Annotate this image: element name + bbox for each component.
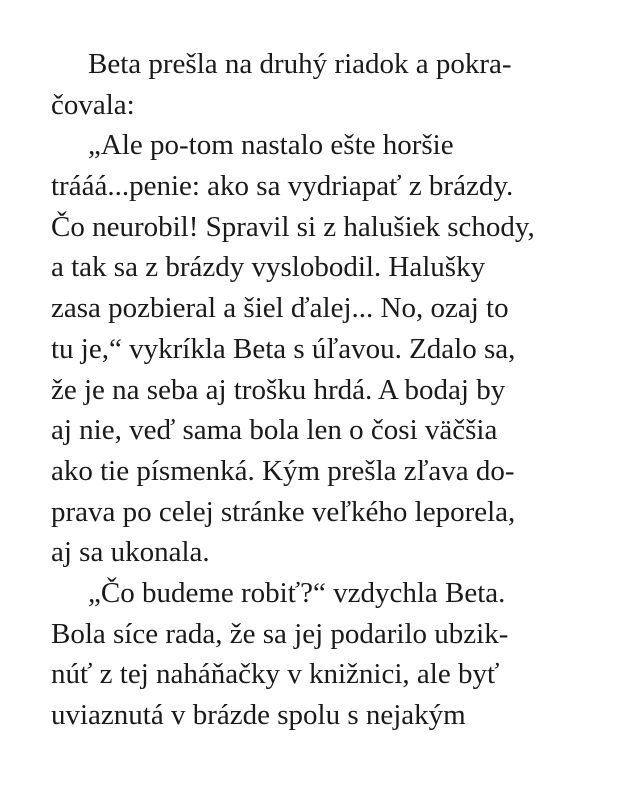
text-line: „Ale po-tom nastalo ešte horšie bbox=[88, 129, 454, 162]
text-line: zasa pozbieral a šiel ďalej... No, ozaj to bbox=[51, 292, 509, 325]
text-line: čovala: bbox=[51, 88, 135, 121]
text-line: že je na seba aj trošku hrdá. A bodaj by bbox=[51, 373, 506, 406]
text-line: ako tie písmenká. Kým prešla zľava do- bbox=[51, 454, 515, 487]
text-line: aj sa ukonala. bbox=[51, 536, 210, 569]
text-line: trááá...penie: ako sa vydriapať z brázdy. bbox=[51, 170, 514, 203]
text-line: núť z tej naháňačky v knižnici, ale byť bbox=[51, 658, 500, 691]
text-line: uviaznutá v brázde spolu s nejakým bbox=[51, 699, 466, 731]
book-page bbox=[51, 44, 571, 736]
paragraph bbox=[51, 573, 571, 736]
text-line: a tak sa z brázdy vyslobodil. Halušky bbox=[51, 251, 486, 284]
text-line: „Čo budeme robiť?“ vzdychla Beta. bbox=[88, 576, 506, 609]
text-line: Bola síce rada, že sa jej podarilo ubzik- bbox=[51, 617, 509, 650]
paragraph bbox=[51, 125, 571, 573]
text-line: tu je,“ vykríkla Beta s úľavou. Zdalo sa, bbox=[51, 332, 516, 365]
text-line: aj nie, veď sama bola len o čosi väčšia bbox=[51, 414, 498, 447]
text-line: Beta prešla na druhý riadok a pokra- bbox=[88, 48, 512, 80]
text-line: prava po celej stránke veľkého leporela, bbox=[51, 495, 516, 528]
text-line: Čo neurobil! Spravil si z halušiek schody, bbox=[51, 210, 535, 243]
paragraph bbox=[51, 44, 571, 125]
